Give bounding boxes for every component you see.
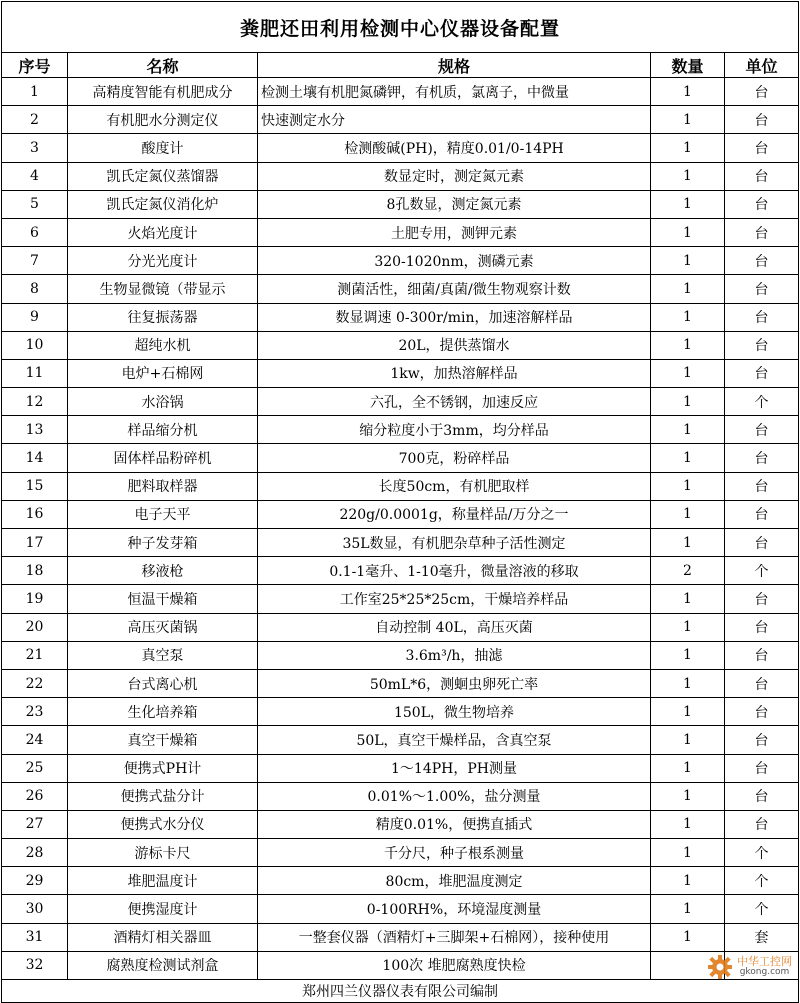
- cell-name: 往复振荡器: [68, 303, 258, 331]
- cell-spec: 土肥专用，测钾元素: [258, 218, 651, 246]
- header-unit: 单位: [725, 53, 799, 78]
- cell-qty: 1: [651, 669, 725, 697]
- cell-spec: 50L，真空干燥样品，含真空泵: [258, 726, 651, 754]
- table-row: [2, 275, 799, 303]
- cell-seq: 18: [2, 557, 68, 585]
- cell-spec: 35L数显，有机肥杂草种子活性测定: [258, 529, 651, 557]
- cell-seq: 9: [2, 303, 68, 331]
- cell-qty: 1: [651, 641, 725, 669]
- cell-spec: 3.6m³/h，抽滤: [258, 641, 651, 669]
- cell-unit: 个: [725, 388, 799, 416]
- cell-unit: 台: [725, 754, 799, 782]
- table-row: [2, 698, 799, 726]
- table-row: [2, 134, 799, 162]
- cell-qty: 1: [651, 867, 725, 895]
- cell-unit: 台: [725, 698, 799, 726]
- cell-unit: 台: [725, 106, 799, 134]
- cell-qty: 1: [651, 247, 725, 275]
- table-row: [2, 923, 799, 951]
- cell-qty: 1: [651, 218, 725, 246]
- cell-seq: 25: [2, 754, 68, 782]
- cell-spec: 1kw，加热溶解样品: [258, 359, 651, 387]
- cell-unit: 台: [725, 359, 799, 387]
- watermark-line2: gkong.com: [739, 967, 790, 978]
- cell-unit: 台: [725, 78, 799, 106]
- cell-qty: 1: [651, 726, 725, 754]
- cell-qty: 1: [651, 839, 725, 867]
- cell-spec: 20L，提供蒸馏水: [258, 331, 651, 359]
- cell-name: 真空干燥箱: [68, 726, 258, 754]
- table-row: [2, 416, 799, 444]
- cell-name: 生物显微镜（带显示: [68, 275, 258, 303]
- cell-spec: 工作室25*25*25cm，干燥培养样品: [258, 585, 651, 613]
- cell-unit: 台: [725, 303, 799, 331]
- cell-unit: 台: [725, 162, 799, 190]
- cell-qty: 1: [651, 472, 725, 500]
- cell-unit: 台: [725, 444, 799, 472]
- cell-qty: 1: [651, 331, 725, 359]
- cell-seq: 4: [2, 162, 68, 190]
- cell-name: 固体样品粉碎机: [68, 444, 258, 472]
- cell-name: 便携式水分仪: [68, 810, 258, 838]
- cell-qty: 1: [651, 754, 725, 782]
- table-row: [2, 782, 799, 810]
- cell-spec: 快速测定水分: [258, 106, 651, 134]
- cell-name: 火焰光度计: [68, 218, 258, 246]
- cell-seq: 27: [2, 810, 68, 838]
- cell-spec: 检测酸碱(PH)，精度0.01/0-14PH: [258, 134, 651, 162]
- header-seq: 序号: [2, 53, 68, 78]
- cell-name: 便携湿度计: [68, 895, 258, 923]
- cell-qty: 1: [651, 923, 725, 951]
- cell-seq: 11: [2, 359, 68, 387]
- cell-spec: 缩分粒度小于3mm，均分样品: [258, 416, 651, 444]
- cell-qty: 1: [651, 416, 725, 444]
- watermark: [707, 954, 792, 980]
- table-row: [2, 669, 799, 697]
- cell-qty: 1: [651, 500, 725, 528]
- cell-name: 移液枪: [68, 557, 258, 585]
- cell-name: 水浴锅: [68, 388, 258, 416]
- table-row: [2, 585, 799, 613]
- cell-seq: 23: [2, 698, 68, 726]
- cell-qty: 1: [651, 529, 725, 557]
- table-row: [2, 78, 799, 106]
- cell-qty: 1: [651, 275, 725, 303]
- table-row: [2, 444, 799, 472]
- cell-name: 便携式PH计: [68, 754, 258, 782]
- cell-name: 恒温干燥箱: [68, 585, 258, 613]
- cell-unit: 台: [725, 472, 799, 500]
- table-row: [2, 106, 799, 134]
- cell-spec: 700克，粉碎样品: [258, 444, 651, 472]
- cell-name: 电子天平: [68, 500, 258, 528]
- cell-spec: 六孔，全不锈钢，加速反应: [258, 388, 651, 416]
- cell-unit: 台: [725, 218, 799, 246]
- cell-seq: 14: [2, 444, 68, 472]
- cell-spec: 数显调速 0-300r/min，加速溶解样品: [258, 303, 651, 331]
- cell-unit: 台: [725, 782, 799, 810]
- cell-qty: 1: [651, 585, 725, 613]
- cell-qty: 1: [651, 613, 725, 641]
- table-row: [2, 190, 799, 218]
- cell-qty: 1: [651, 698, 725, 726]
- cell-unit: 台: [725, 585, 799, 613]
- table-row: [2, 754, 799, 782]
- cell-seq: 19: [2, 585, 68, 613]
- cell-name: 高精度智能有机肥成分: [68, 78, 258, 106]
- cell-spec: 长度50cm，有机肥取样: [258, 472, 651, 500]
- cell-unit: 台: [725, 500, 799, 528]
- cell-qty: 1: [651, 106, 725, 134]
- table-row: [2, 895, 799, 923]
- cell-name: 分光光度计: [68, 247, 258, 275]
- cell-seq: 32: [2, 951, 68, 979]
- cell-unit: 台: [725, 726, 799, 754]
- equipment-table: [1, 1, 799, 1003]
- cell-qty: 1: [651, 782, 725, 810]
- cell-spec: 数显定时，测定氮元素: [258, 162, 651, 190]
- cell-spec: 8孔数显，测定氮元素: [258, 190, 651, 218]
- table-row: [2, 247, 799, 275]
- cell-seq: 13: [2, 416, 68, 444]
- table-row: [2, 218, 799, 246]
- cell-qty: 1: [651, 134, 725, 162]
- cell-name: 酸度计: [68, 134, 258, 162]
- cell-spec: 0.1-1毫升、1-10毫升，微量溶液的移取: [258, 557, 651, 585]
- cell-name: 高压灭菌锅: [68, 613, 258, 641]
- cell-qty: 1: [651, 162, 725, 190]
- cell-name: 台式离心机: [68, 669, 258, 697]
- cell-unit: 个: [725, 895, 799, 923]
- cell-unit: 台: [725, 669, 799, 697]
- cell-unit: 台: [725, 247, 799, 275]
- table-row: [2, 839, 799, 867]
- cell-seq: 31: [2, 923, 68, 951]
- cell-name: 肥料取样器: [68, 472, 258, 500]
- cell-seq: 8: [2, 275, 68, 303]
- cell-unit: 台: [725, 529, 799, 557]
- cell-name: 超纯水机: [68, 331, 258, 359]
- table-row: [2, 500, 799, 528]
- cell-name: 酒精灯相关器皿: [68, 923, 258, 951]
- table-row: [2, 529, 799, 557]
- cell-qty: 1: [651, 303, 725, 331]
- cell-spec: 150L，微生物培养: [258, 698, 651, 726]
- table-row: [2, 726, 799, 754]
- cell-seq: 12: [2, 388, 68, 416]
- table-body: [2, 78, 799, 980]
- cell-unit: 台: [725, 810, 799, 838]
- table-row: [2, 641, 799, 669]
- cell-name: 电炉+石棉网: [68, 359, 258, 387]
- cell-unit: 个: [725, 557, 799, 585]
- header-spec: 规格: [258, 53, 651, 78]
- cell-name: 生化培养箱: [68, 698, 258, 726]
- cell-spec: 测菌活性，细菌/真菌/微生物观察计数: [258, 275, 651, 303]
- cell-spec: 千分尺，种子根系测量: [258, 839, 651, 867]
- cell-spec: 220g/0.0001g，称量样品/万分之一: [258, 500, 651, 528]
- cell-qty: 1: [651, 359, 725, 387]
- header-name: 名称: [68, 53, 258, 78]
- cell-spec: 1～14PH，PH测量: [258, 754, 651, 782]
- cell-unit: 个: [725, 867, 799, 895]
- cell-unit: 套: [725, 923, 799, 951]
- cell-unit: 台: [725, 331, 799, 359]
- cell-name: 种子发芽箱: [68, 529, 258, 557]
- cell-name: 腐熟度检测试剂盒: [68, 951, 258, 979]
- sheet-title: 粪肥还田利用检测中心仪器设备配置: [2, 2, 799, 53]
- cell-seq: 15: [2, 472, 68, 500]
- table-row: [2, 388, 799, 416]
- cell-seq: 22: [2, 669, 68, 697]
- cell-seq: 20: [2, 613, 68, 641]
- cell-qty: 1: [651, 388, 725, 416]
- cell-seq: 1: [2, 78, 68, 106]
- cell-unit: 台: [725, 190, 799, 218]
- cell-name: 有机肥水分测定仪: [68, 106, 258, 134]
- cell-seq: 6: [2, 218, 68, 246]
- watermark-text: [737, 956, 792, 978]
- cell-unit: 台: [725, 641, 799, 669]
- cell-spec: 80cm，堆肥温度测定: [258, 867, 651, 895]
- table-row: [2, 331, 799, 359]
- table-row: [2, 557, 799, 585]
- table-row: [2, 951, 799, 979]
- cell-qty: 2: [651, 557, 725, 585]
- cell-name: 样品缩分机: [68, 416, 258, 444]
- cell-unit: 台: [725, 613, 799, 641]
- cell-spec: 100次 堆肥腐熟度快检: [258, 951, 651, 979]
- cell-seq: 28: [2, 839, 68, 867]
- cell-name: 堆肥温度计: [68, 867, 258, 895]
- cell-qty: 1: [651, 190, 725, 218]
- cell-spec: 0-100RH%，环境湿度测量: [258, 895, 651, 923]
- cell-qty: 1: [651, 895, 725, 923]
- cell-spec: 自动控制 40L，高压灭菌: [258, 613, 651, 641]
- cell-name: 凯氏定氮仪蒸馏器: [68, 162, 258, 190]
- cell-spec: 一整套仪器（酒精灯+三脚架+石棉网），接种使用: [258, 923, 651, 951]
- table-row: [2, 613, 799, 641]
- cell-name: 游标卡尺: [68, 839, 258, 867]
- cell-unit: 个: [725, 839, 799, 867]
- header-qty: 数量: [651, 53, 725, 78]
- gear-icon: [707, 954, 733, 980]
- cell-seq: 16: [2, 500, 68, 528]
- cell-seq: 29: [2, 867, 68, 895]
- footer-credit: 郑州四兰仪器仪表有限公司编制: [2, 980, 799, 1003]
- header-row: [2, 53, 799, 78]
- table-row: [2, 810, 799, 838]
- table-row: [2, 359, 799, 387]
- cell-seq: 7: [2, 247, 68, 275]
- cell-name: 真空泵: [68, 641, 258, 669]
- cell-seq: 2: [2, 106, 68, 134]
- cell-spec: 检测土壤有机肥氮磷钾，有机质，氯离子，中微量: [258, 78, 651, 106]
- cell-unit: 台: [725, 416, 799, 444]
- cell-seq: 30: [2, 895, 68, 923]
- cell-unit: 台: [725, 134, 799, 162]
- cell-name: 便携式盐分计: [68, 782, 258, 810]
- cell-spec: 精度0.01%，便携直插式: [258, 810, 651, 838]
- equipment-sheet: [1, 1, 798, 1002]
- table-row: [2, 162, 799, 190]
- cell-spec: 320-1020nm，测磷元素: [258, 247, 651, 275]
- cell-seq: 26: [2, 782, 68, 810]
- cell-seq: 17: [2, 529, 68, 557]
- cell-seq: 24: [2, 726, 68, 754]
- table-row: [2, 472, 799, 500]
- cell-spec: 0.01%～1.00%，盐分测量: [258, 782, 651, 810]
- table-row: [2, 867, 799, 895]
- cell-seq: 3: [2, 134, 68, 162]
- cell-spec: 50mL*6，测蛔虫卵死亡率: [258, 669, 651, 697]
- cell-qty: 1: [651, 444, 725, 472]
- cell-name: 凯氏定氮仪消化炉: [68, 190, 258, 218]
- cell-seq: 21: [2, 641, 68, 669]
- cell-seq: 5: [2, 190, 68, 218]
- watermark-line1: 中华工控网: [737, 955, 792, 968]
- table-row: [2, 303, 799, 331]
- cell-seq: 10: [2, 331, 68, 359]
- cell-unit: 台: [725, 275, 799, 303]
- cell-qty: 1: [651, 810, 725, 838]
- cell-qty: 1: [651, 78, 725, 106]
